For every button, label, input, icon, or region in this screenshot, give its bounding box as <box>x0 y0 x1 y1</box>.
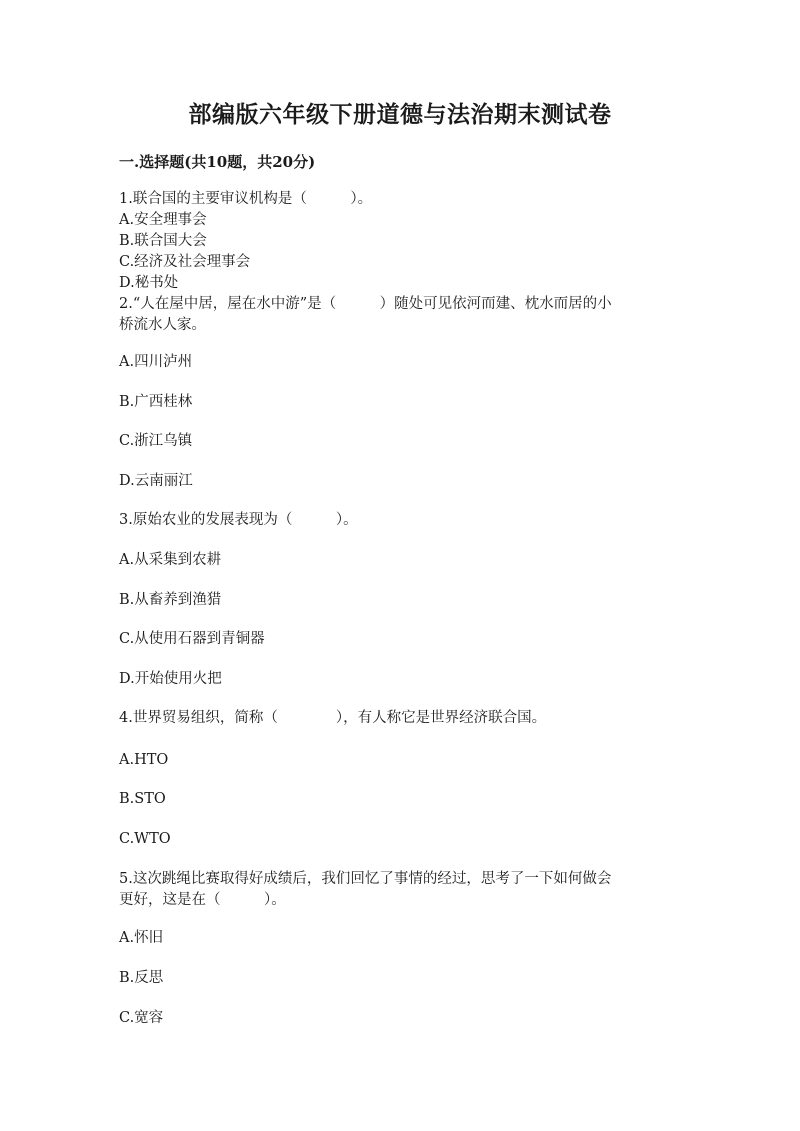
question-3-stem: 3.原始农业的发展表现为（ ）。 <box>119 512 358 528</box>
question-4-option-a: A.HTO <box>119 752 169 768</box>
question-1-option-b: B.联合国大会 <box>119 233 207 249</box>
question-3-option-b: B.从畜养到渔猎 <box>119 592 222 608</box>
question-1-option-a: A.安全理事会 <box>119 212 207 228</box>
question-3-option-c: C.从使用石器到青铜器 <box>119 631 265 647</box>
question-5-option-b: B.反思 <box>119 970 164 986</box>
question-2-option-d: D.云南丽江 <box>119 473 193 489</box>
question-1-stem: 1.联合国的主要审议机构是（ ）。 <box>119 191 373 207</box>
question-4-option-b: B.STO <box>119 791 166 807</box>
question-3-option-d: D.开始使用火把 <box>119 671 222 687</box>
question-2-option-a: A.四川泸州 <box>119 354 193 370</box>
page-title: 部编版六年级下册道德与法治期末测试卷 <box>188 101 612 128</box>
question-3-option-a: A.从采集到农耕 <box>119 552 222 568</box>
section-heading: 一.选择题(共10题，共20分) <box>119 153 316 171</box>
question-5-option-a: A.怀旧 <box>119 930 164 946</box>
question-2-stem-line-1: 2.“人在屋中居，屋在水中游”是（ ）随处可见依河而建、枕水而居的小 <box>119 296 612 312</box>
question-1-option-d: D.秘书处 <box>119 275 179 291</box>
question-4-option-c: C.WTO <box>119 831 171 847</box>
question-2-option-b: B.广西桂林 <box>119 394 193 410</box>
question-2-option-c: C.浙江乌镇 <box>119 433 193 449</box>
question-5-stem-line-2: 更好，这是在（ ）。 <box>119 892 286 908</box>
question-5-option-c: C.宽容 <box>119 1010 164 1026</box>
question-2-stem-line-2: 桥流水人家。 <box>119 317 206 333</box>
question-5-stem-line-1: 5.这次跳绳比赛取得好成绩后，我们回忆了事情的经过，思考了一下如何做会 <box>119 871 612 887</box>
question-1-option-c: C.经济及社会理事会 <box>119 254 251 270</box>
question-4-stem: 4.世界贸易组织，简称（ ），有人称它是世界经济联合国。 <box>119 710 547 726</box>
